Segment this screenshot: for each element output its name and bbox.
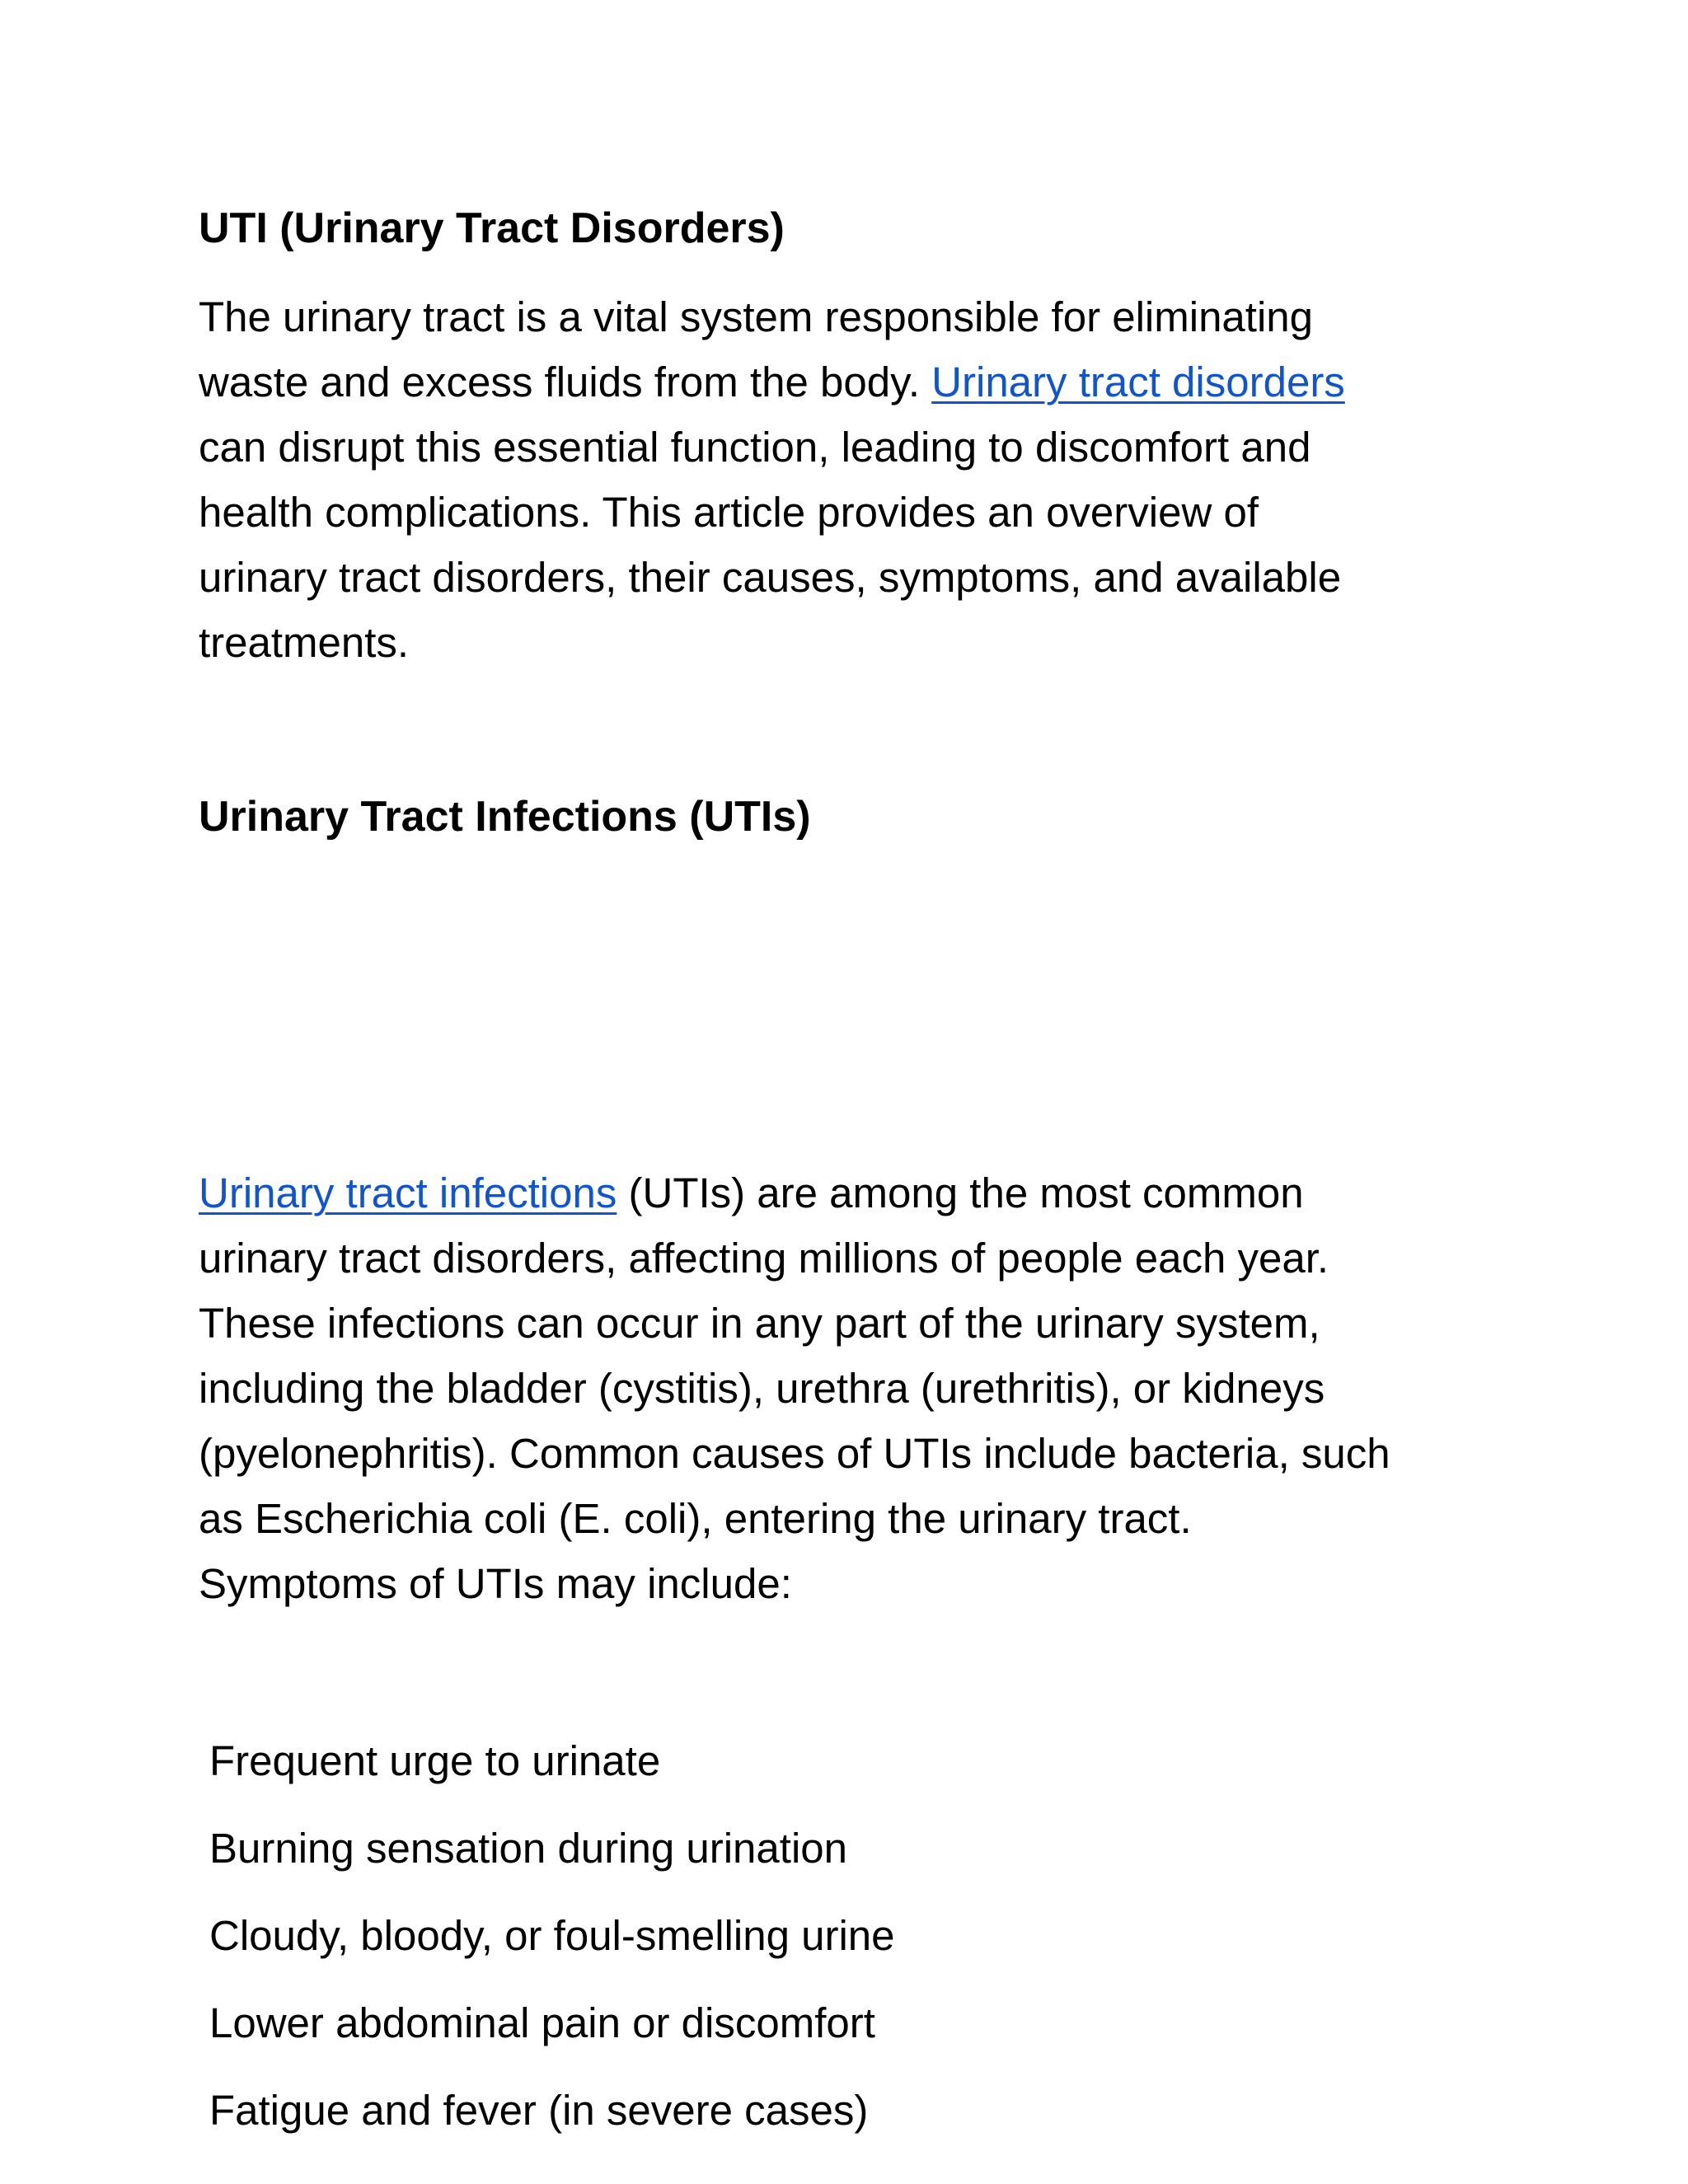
uti-line: Symptoms of UTIs may include: xyxy=(199,1560,792,1607)
uti-line: These infections can occur in any part of the urinary system, xyxy=(199,1300,1320,1347)
intro-line: can disrupt this essential function, leading to discomfort and xyxy=(199,424,1311,471)
uti-line-text: (UTIs) are among the most common xyxy=(617,1169,1304,1216)
intro-paragraph xyxy=(199,284,1501,675)
symptom-item: Lower abdominal pain or discomfort xyxy=(209,1999,875,2046)
intro-line-with-link xyxy=(199,349,1501,415)
symptom-item: Cloudy, bloody, or foul-smelling urine xyxy=(209,1912,895,1959)
symptom-item: Fatigue and fever (in severe cases) xyxy=(209,2087,869,2134)
intro-line: The urinary tract is a vital system responsible for eliminating xyxy=(199,293,1314,340)
uti-line: (pyelonephritis). Common causes of UTIs include bacteria, such xyxy=(199,1430,1390,1477)
uti-line: including the bladder (cystitis), urethra (urethritis), or kidneys xyxy=(199,1365,1325,1412)
intro-line: treatments. xyxy=(199,619,410,666)
intro-line: urinary tract disorders, their causes, symptoms, and available xyxy=(199,554,1342,601)
uti-line-with-link xyxy=(199,1160,1501,1226)
symptom-item: Burning sensation during urination xyxy=(209,1825,848,1872)
urinary-tract-infections-link[interactable]: Urinary tract infections xyxy=(199,1169,617,1216)
uti-line: urinary tract disorders, affecting millions of people each year. xyxy=(199,1235,1329,1282)
page-title: UTI (Urinary Tract Disorders) xyxy=(199,204,785,252)
section-heading-utis: Urinary Tract Infections (UTIs) xyxy=(199,793,811,841)
symptoms-list xyxy=(209,1718,895,2154)
uti-line: as Escherichia coli (E. coli), entering the urinary tract. xyxy=(199,1495,1192,1542)
symptom-item: Frequent urge to urinate xyxy=(209,1737,661,1784)
urinary-tract-disorders-link[interactable]: Urinary tract disorders xyxy=(931,359,1345,405)
intro-line-text: waste and excess fluids from the body. xyxy=(199,359,932,405)
uti-paragraph xyxy=(199,1160,1501,1616)
intro-line: health complications. This article provides an overview of xyxy=(199,489,1259,536)
